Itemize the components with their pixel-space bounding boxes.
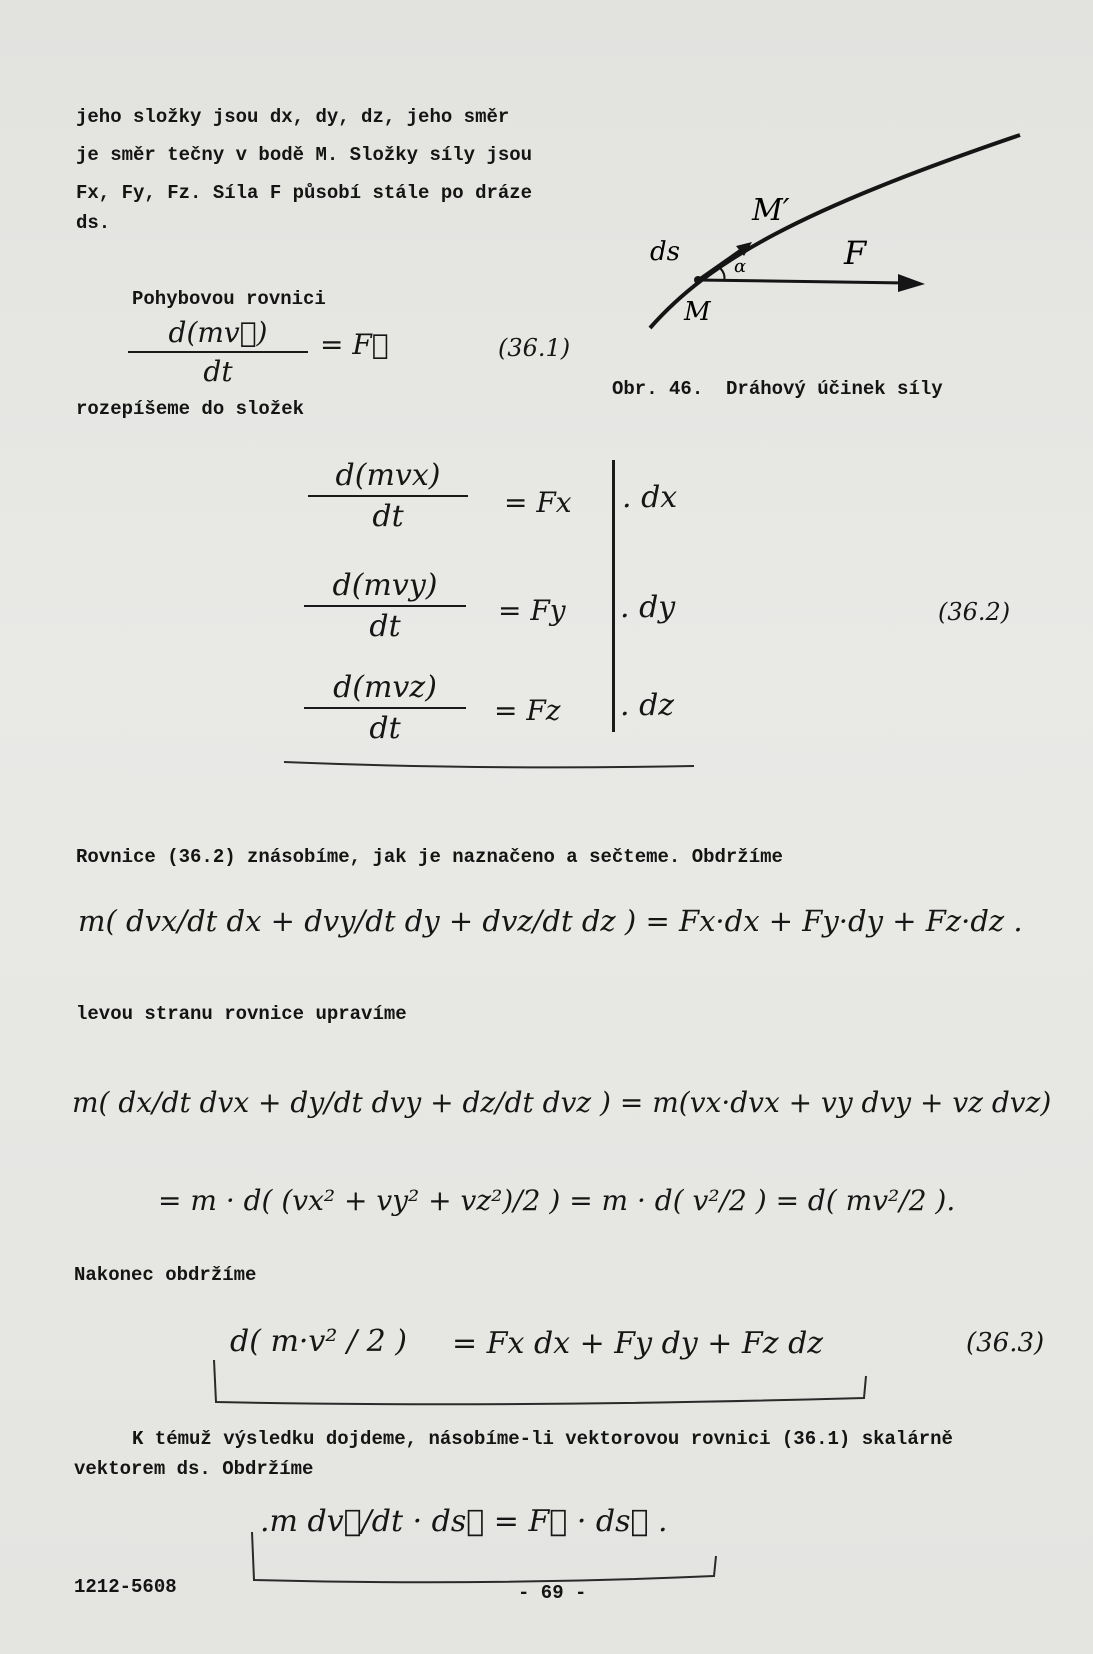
eq-36-2-row1-numerator: d(mvx) xyxy=(308,458,468,497)
figure-caption: Obr. 46. Dráhový účinek síly xyxy=(612,378,943,400)
eq-36-2-row1-rhs: = Fx xyxy=(504,486,572,519)
eq-36-2-tag: (36.2) xyxy=(938,598,1011,626)
eq-36-2-row3-mult: . dz xyxy=(620,688,675,723)
eq-left-side-2: = m · d( (vx² + vy² + vz²)/2 ) = m · d( v²/2 ) = d( mv²/2 ). xyxy=(158,1184,956,1217)
footer-page-number: - 69 - xyxy=(518,1582,587,1604)
eq-36-2-row1-fraction xyxy=(308,458,468,534)
text-line-3: Fx, Fy, Fz. Síla F působí stále po dráze xyxy=(76,182,533,204)
eq-36-1-rhs: = F⃗ xyxy=(320,328,389,361)
text-line-11: vektorem ds. Obdržíme xyxy=(74,1458,314,1480)
figure-46 xyxy=(640,120,1040,340)
text-line-2: je směr tečny v bodě M. Složky síly jsou xyxy=(76,144,533,166)
eq-36-1-numerator: d(mv⃗) xyxy=(128,316,308,353)
eq-36-3-rhs: = Fx dx + Fy dy + Fz dz xyxy=(452,1326,824,1361)
label-alpha: α xyxy=(734,256,747,277)
text-line-10: K témuž výsledku dojdeme, násobíme-li vektorovou rovnici (36.1) skalárně xyxy=(132,1428,953,1450)
eq-36-2-row3-fraction xyxy=(304,670,466,746)
footer-code: 1212-5608 xyxy=(74,1576,177,1598)
eq-last: .m dv⃗/dt · ds⃗ = F⃗ · ds⃗ . xyxy=(260,1504,668,1539)
force-vector-line xyxy=(698,280,908,283)
eq-36-2-row1-denominator: dt xyxy=(372,499,404,534)
text-line-9: Nakonec obdržíme xyxy=(74,1264,257,1286)
text-line-4: ds. xyxy=(76,212,111,234)
eq-36-1-fraction xyxy=(128,316,308,388)
label-ds: ds xyxy=(650,237,680,267)
eq-36-2-underline xyxy=(280,756,700,772)
eq-36-2-row2-rhs: = Fy xyxy=(498,594,566,627)
eq-36-3-tag: (36.3) xyxy=(966,1328,1045,1358)
label-f: F xyxy=(844,234,867,272)
text-line-1: jeho složky jsou dx, dy, dz, jeho směr xyxy=(76,106,510,128)
text-line-8: levou stranu rovnice upravíme xyxy=(76,1003,407,1025)
eq-36-2-row3-denominator: dt xyxy=(369,711,401,746)
eq-36-2-vertical-separator xyxy=(612,460,615,732)
text-line-5: Pohybovou rovnici xyxy=(132,288,326,310)
eq-36-2-row3-rhs: = Fz xyxy=(494,694,561,727)
eq-36-2-row2-fraction xyxy=(304,568,466,644)
eq-left-side-1: m( dx/dt dvx + dy/dt dvy + dz/dt dvz ) = m(vx·dvx + vy dvy + vz dvz) xyxy=(72,1086,1052,1119)
eq-36-1-denominator: dt xyxy=(203,355,233,388)
point-m xyxy=(694,276,702,284)
text-line-6: rozepíšeme do složek xyxy=(76,398,305,420)
eq-sum: m( dvx/dt dx + dvy/dt dy + dvz/dt dz ) = Fx·dx + Fy·dy + Fz·dz . xyxy=(78,904,1023,938)
eq-36-2-row3-numerator: d(mvz) xyxy=(304,670,466,709)
eq-last-bracket xyxy=(246,1530,726,1590)
eq-36-2-row2-mult: . dy xyxy=(620,590,676,625)
eq-36-2-row2-numerator: d(mvy) xyxy=(304,568,466,607)
label-m: M xyxy=(684,297,711,327)
eq-36-3-lhs: d( m·v² / 2 ) xyxy=(230,1324,407,1359)
force-arrowhead xyxy=(898,274,925,292)
eq-36-3-bracket xyxy=(206,1356,876,1416)
text-line-7: Rovnice (36.2) znásobíme, jak je naznačeno a sečteme. Obdržíme xyxy=(76,846,783,868)
eq-36-2-row1-mult: . dx xyxy=(622,480,678,515)
label-m-prime: M′ xyxy=(752,193,790,228)
eq-36-1-tag: (36.1) xyxy=(498,334,571,362)
eq-36-2-row2-denominator: dt xyxy=(369,609,401,644)
